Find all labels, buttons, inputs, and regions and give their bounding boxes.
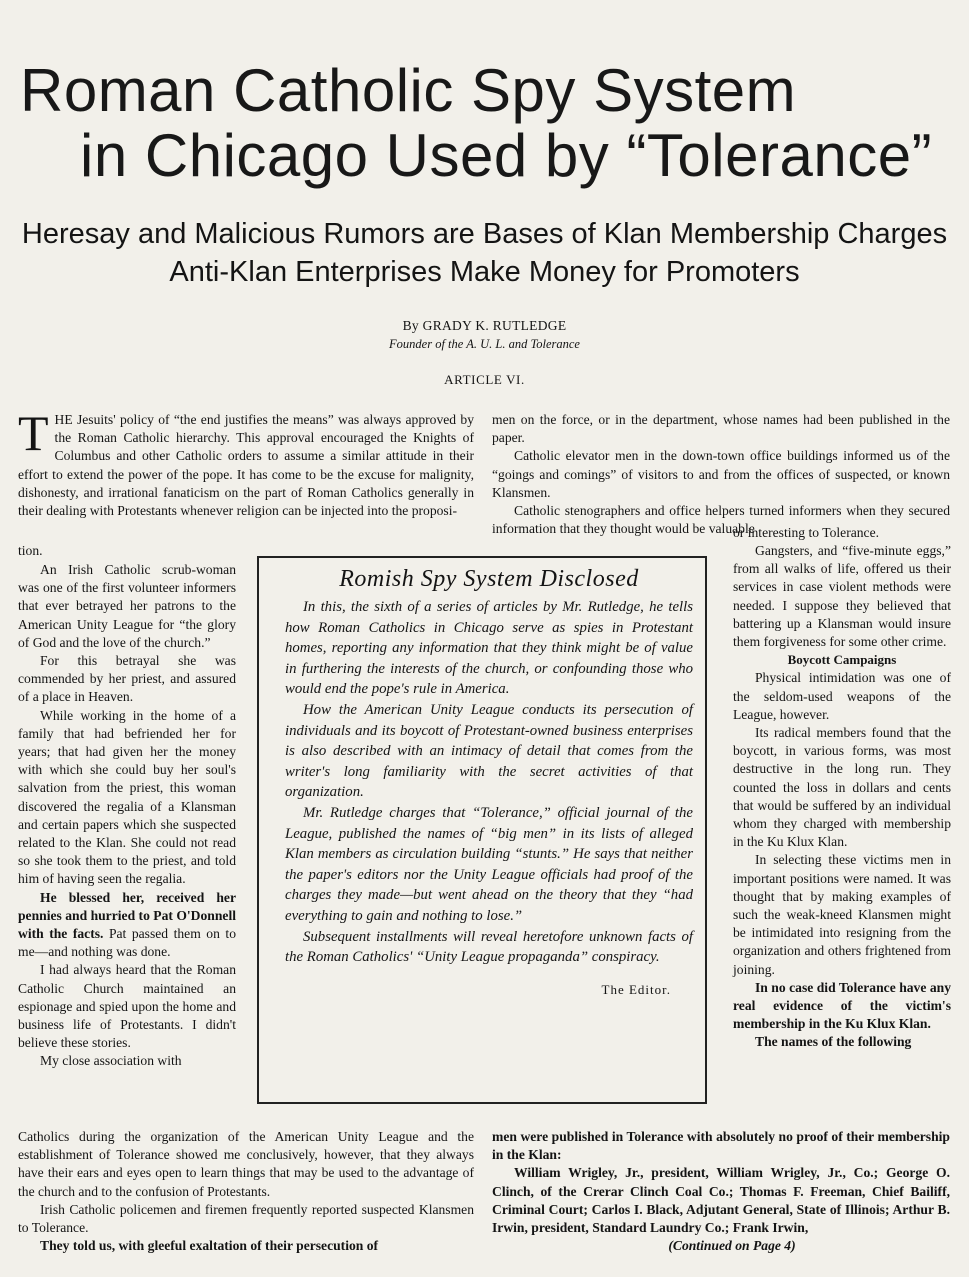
subheadline-line-2: Anti-Klan Enterprises Make Money for Promoters xyxy=(169,256,800,288)
left-column-top xyxy=(18,405,474,520)
paragraph: For this betrayal she was commended by her priest, and assured of a place in Heaven. xyxy=(18,653,236,705)
headline-line-1: Roman Catholic Spy System xyxy=(20,57,797,124)
paragraph xyxy=(18,889,236,962)
left-column-bottom xyxy=(18,1128,474,1255)
paragraph: men were published in Tolerance with absolutely no proof of their membership in the Klan: xyxy=(492,1129,950,1163)
paragraph: I had always heard that the Roman Catholic Church maintained an espionage and spied upon the home and business life of Protestants. I didn't believe these stories. xyxy=(18,962,236,1051)
byline-role: Founder of the A. U. L. and Tolerance xyxy=(389,337,580,351)
right-column-bottom xyxy=(492,1128,950,1255)
box-signature: The Editor. xyxy=(601,981,671,997)
left-column-top-end xyxy=(18,542,78,560)
left-column-narrow xyxy=(18,561,236,1071)
right-column-top xyxy=(492,411,950,538)
paragraph: Catholic elevator men in the down-town office buildings informed us of the “goings and comings” of visitors to and from the offices of suspected, or known Klansmen. xyxy=(492,448,950,500)
paragraph: Catholics during the organization of the American Unity League and the establishment of Tolerance showed me conclusively, however, that they always have their ears and eyes open to learn things that may be used to the advantage of the church and to the confusion of Protestants. xyxy=(18,1129,474,1199)
byline-author: By GRADY K. RUTLEDGE xyxy=(402,318,567,333)
paragraph: Catholic stenographers and office helpers turned informers when they secured information that they thought would be valuable xyxy=(492,503,950,537)
paragraph: While working in the home of a family that had befriended her for years; that had given her the money with which she could buy her soul's salvation from the priest, this woman discovered the regalia of a Klansman and certain papers which she suspected related to the Klan. She could not read so she took them to the priest, and told him of having seen the regalia. xyxy=(18,707,236,887)
headline-line-2: in Chicago Used by “Tolerance” xyxy=(80,122,933,189)
paragraph: Irish Catholic policemen and firemen frequently reported suspected Klansmen to Tolerance. xyxy=(18,1201,474,1236)
paragraph: men on the force, or in the department, whose names had been published in the paper. xyxy=(492,412,950,446)
paragraph: In selecting these victims men in important positions were named. It was thought that by making examples of such the weak-kneed Klansmen might be intimidated into resigning from the organization and others frightened from joining. xyxy=(733,852,951,977)
editor-note-box xyxy=(257,556,707,1104)
right-column-top-end xyxy=(733,524,951,542)
paragraph: Gangsters, and “five-minute eggs,” from all walks of life, offered us their services in case violent methods were needed. I suppose they believed that battering up a Klansman would insure them forgiveness for some other crime. xyxy=(733,543,951,650)
paragraph: William Wrigley, Jr., president, William Wrigley, Jr., Co.; George O. Clinch, of the Crerar Clinch Coal Co.; Thomas F. Freeman, Chief Bailiff, Criminal Court; Carlos I. Black, Adjutant General, State of Illinois; Arthur B. Irwin, president, Standard Laundry Co.; Frank Irwin, xyxy=(492,1165,950,1236)
paragraph: Its radical members found that the boycott, in various forms, was most destructive in the long run. They counted the loss in dollars and cents that would be suffered by an individual whom they charged with membership in the Ku Klux Klan. xyxy=(733,725,951,850)
paragraph: They told us, with gleeful exaltation of their persecution of xyxy=(40,1238,379,1254)
paragraph-text: Pat passed them on to me—and nothing was done. xyxy=(18,926,236,960)
box-paragraph: In this, the sixth of a series of articles by Mr. Rutledge, he tells how Roman Catholics in Chicago serve as spies in Protestant homes, reporting any information that they think might be of value in furthering the interests of the church, or confounding those who would end the pope's rule in America. xyxy=(285,599,693,698)
box-paragraph: How the American Unity League conducts its persecution of individuals and its boycott of Protestant-owned business enterprises is also described with an intimacy of detail that comes from the writer's long familiarity with the secret activities of that organization. xyxy=(285,701,693,801)
paragraph: In no case did Tolerance have any real evidence of the victim's membership in the Ku Klux Klan. xyxy=(733,979,951,1032)
paragraph xyxy=(18,405,474,520)
paragraph: The names of the following xyxy=(755,1034,912,1050)
article-number: ARTICLE VI. xyxy=(444,372,525,387)
subheadline-line-1: Heresay and Malicious Rumors are Bases of Klan Membership Charges xyxy=(21,218,948,250)
right-column-narrow xyxy=(733,542,951,1052)
paragraph: My close association with xyxy=(40,1053,182,1069)
bold-text: He blessed her, received her pennies and hurried to Pat O'Donnell with the facts. xyxy=(18,889,236,942)
paragraph-end: or interesting to Tolerance. xyxy=(733,525,880,540)
paragraph: Physical intimidation was one of the seldom-used weapons of the League, however. xyxy=(733,670,951,722)
drop-cap: T xyxy=(18,405,49,461)
box-paragraph: Subsequent installments will reveal heretofore unknown facts of the Roman Catholics' “Unity League propaganda” conspiracy. xyxy=(285,928,693,966)
section-heading: Boycott Campaigns xyxy=(787,652,897,668)
box-paragraph: Mr. Rutledge charges that “Tolerance,” official journal of the League, published the names of “big men” in its lists of alleged Klan members as circulation building “stunts.” He says that neither the paper's editors nor the Unity League officials had proof of the charges they made—but went ahead on the theory that they “had everything to gain and nothing to lose.” xyxy=(285,804,693,924)
paragraph: An Irish Catholic scrub-woman was one of the first volunteer informers that ever betrayed her patrons to the American Unity League for “the glory of God and the love of the church.” xyxy=(18,562,236,650)
paragraph-end: tion. xyxy=(18,543,43,558)
paragraph-text: HE Jesuits' policy of “the end justifies the means” was always approved by the Roman Catholic hierarchy. This approval encouraged the Knights of Columbus and other Catholic orders to assume a similar attitude in their effort to extend the power of the pope. It has come to be the excuse for malignity, dishonesty, and irrational fanaticism on the part of Roman Catholics generally in their dealing with Protestants whenever religion can be injected into the proposi- xyxy=(18,412,474,519)
continued-note: (Continued on Page 4) xyxy=(668,1238,796,1254)
box-title: Romish Spy System Disclosed xyxy=(339,566,639,592)
